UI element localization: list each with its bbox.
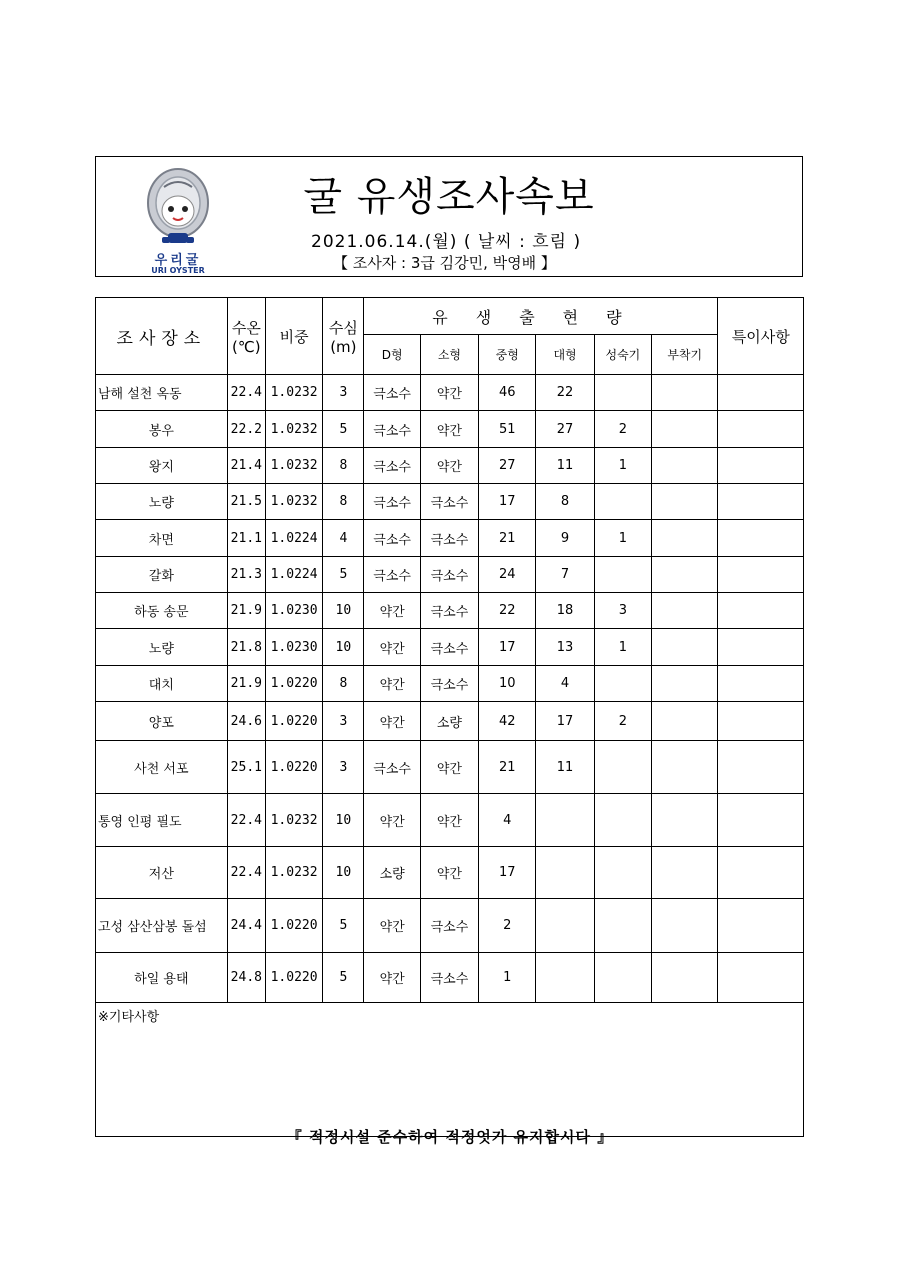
cell-large: 22 <box>536 375 594 411</box>
cell-attach <box>652 953 718 1003</box>
cell-medium: 42 <box>479 702 536 741</box>
col-d-type: D형 <box>364 335 420 375</box>
cell-gravity: 1.0232 <box>265 411 322 448</box>
cell-attach <box>652 484 718 520</box>
cell-location: 대치 <box>96 666 228 702</box>
table-row <box>96 702 804 741</box>
cell-d: 약간 <box>364 899 420 953</box>
cell-small: 약간 <box>420 375 478 411</box>
cell-depth: 3 <box>323 702 364 741</box>
cell-medium: 17 <box>479 847 536 899</box>
cell-medium: 22 <box>479 593 536 629</box>
cell-depth: 5 <box>323 557 364 593</box>
cell-d: 약간 <box>364 629 420 666</box>
cell-temp: 21.9 <box>227 666 265 702</box>
cell-remarks <box>718 953 804 1003</box>
cell-mature <box>594 557 651 593</box>
table-row <box>96 629 804 666</box>
cell-mature: 1 <box>594 629 651 666</box>
cell-attach <box>652 520 718 557</box>
cell-d: 극소수 <box>364 375 420 411</box>
cell-temp: 21.8 <box>227 629 265 666</box>
cell-attach <box>652 629 718 666</box>
cell-large: 8 <box>536 484 594 520</box>
cell-mature <box>594 953 651 1003</box>
cell-gravity: 1.0220 <box>265 953 322 1003</box>
cell-temp: 24.8 <box>227 953 265 1003</box>
cell-small: 약간 <box>420 411 478 448</box>
cell-attach <box>652 557 718 593</box>
cell-depth: 10 <box>323 593 364 629</box>
cell-large <box>536 953 594 1003</box>
cell-remarks <box>718 847 804 899</box>
cell-mature <box>594 484 651 520</box>
table-row <box>96 899 804 953</box>
cell-d: 약간 <box>364 794 420 847</box>
col-medium: 중형 <box>479 335 536 375</box>
cell-small: 극소수 <box>420 484 478 520</box>
cell-small: 극소수 <box>420 899 478 953</box>
cell-temp: 22.2 <box>227 411 265 448</box>
cell-location: 봉우 <box>96 411 228 448</box>
table-row <box>96 484 804 520</box>
cell-location: 사천 서포 <box>96 741 228 794</box>
cell-location: 차면 <box>96 520 228 557</box>
cell-small: 약간 <box>420 448 478 484</box>
cell-attach <box>652 702 718 741</box>
cell-large: 18 <box>536 593 594 629</box>
cell-d: 극소수 <box>364 448 420 484</box>
table-row <box>96 593 804 629</box>
cell-mature <box>594 375 651 411</box>
cell-attach <box>652 741 718 794</box>
cell-gravity: 1.0220 <box>265 741 322 794</box>
cell-large <box>536 899 594 953</box>
cell-temp: 21.1 <box>227 520 265 557</box>
col-attach: 부착기 <box>652 335 718 375</box>
report-date-weather: 2021.06.14.(월) ( 날씨 : 흐림 ) <box>311 232 582 252</box>
cell-depth: 8 <box>323 448 364 484</box>
cell-large: 27 <box>536 411 594 448</box>
cell-mature <box>594 666 651 702</box>
cell-depth: 5 <box>323 953 364 1003</box>
cell-location: 하동 송문 <box>96 593 228 629</box>
cell-temp: 24.4 <box>227 899 265 953</box>
col-mature: 성숙기 <box>594 335 651 375</box>
cell-temp: 24.6 <box>227 702 265 741</box>
cell-temp: 21.5 <box>227 484 265 520</box>
cell-gravity: 1.0232 <box>265 448 322 484</box>
table-row <box>96 375 804 411</box>
col-water-temp: 수온 (℃) <box>227 298 265 375</box>
cell-small: 소량 <box>420 702 478 741</box>
cell-attach <box>652 666 718 702</box>
cell-location: 통영 인평 필도 <box>96 794 228 847</box>
cell-d: 극소수 <box>364 741 420 794</box>
cell-location: 남해 설천 옥동 <box>96 375 228 411</box>
table-row <box>96 411 804 448</box>
cell-gravity: 1.0220 <box>265 899 322 953</box>
cell-medium: 46 <box>479 375 536 411</box>
cell-attach <box>652 899 718 953</box>
cell-gravity: 1.0232 <box>265 375 322 411</box>
cell-location: 노량 <box>96 484 228 520</box>
cell-attach <box>652 794 718 847</box>
cell-small: 극소수 <box>420 593 478 629</box>
cell-mature: 1 <box>594 520 651 557</box>
cell-gravity: 1.0230 <box>265 629 322 666</box>
cell-remarks <box>718 741 804 794</box>
cell-small: 약간 <box>420 847 478 899</box>
page-title: 굴 유생조사속보 <box>303 174 595 220</box>
cell-large: 4 <box>536 666 594 702</box>
cell-temp: 21.9 <box>227 593 265 629</box>
logo-subtext: URI OYSTER <box>151 266 205 275</box>
cell-location: 노량 <box>96 629 228 666</box>
cell-remarks <box>718 448 804 484</box>
cell-depth: 8 <box>323 484 364 520</box>
cell-small: 극소수 <box>420 953 478 1003</box>
cell-remarks <box>718 666 804 702</box>
cell-mature <box>594 794 651 847</box>
cell-medium: 4 <box>479 794 536 847</box>
larvae-survey-table <box>95 297 804 1137</box>
cell-mature: 1 <box>594 448 651 484</box>
cell-depth: 8 <box>323 666 364 702</box>
cell-mature: 3 <box>594 593 651 629</box>
cell-remarks <box>718 557 804 593</box>
cell-depth: 10 <box>323 629 364 666</box>
cell-small: 극소수 <box>420 557 478 593</box>
cell-remarks <box>718 593 804 629</box>
cell-medium: 17 <box>479 484 536 520</box>
cell-depth: 5 <box>323 899 364 953</box>
table-row <box>96 557 804 593</box>
cell-temp: 21.4 <box>227 448 265 484</box>
cell-attach <box>652 593 718 629</box>
cell-attach <box>652 375 718 411</box>
cell-small: 약간 <box>420 794 478 847</box>
cell-gravity: 1.0230 <box>265 593 322 629</box>
cell-depth: 5 <box>323 411 364 448</box>
cell-location: 저산 <box>96 847 228 899</box>
cell-large <box>536 794 594 847</box>
cell-d: 약간 <box>364 953 420 1003</box>
logo-text: 우리굴 <box>154 253 202 268</box>
cell-mature <box>594 741 651 794</box>
cell-remarks <box>718 375 804 411</box>
cell-d: 극소수 <box>364 411 420 448</box>
other-notes <box>96 1003 804 1137</box>
cell-medium: 2 <box>479 899 536 953</box>
cell-large: 11 <box>536 741 594 794</box>
table-row <box>96 741 804 794</box>
cell-large: 13 <box>536 629 594 666</box>
cell-small: 극소수 <box>420 520 478 557</box>
cell-large: 17 <box>536 702 594 741</box>
cell-gravity: 1.0232 <box>265 794 322 847</box>
cell-depth: 10 <box>323 847 364 899</box>
table-row <box>96 448 804 484</box>
cell-location: 왕지 <box>96 448 228 484</box>
cell-medium: 27 <box>479 448 536 484</box>
cell-d: 약간 <box>364 702 420 741</box>
cell-remarks <box>718 794 804 847</box>
cell-temp: 22.4 <box>227 375 265 411</box>
table-row <box>96 794 804 847</box>
cell-attach <box>652 847 718 899</box>
table-row <box>96 520 804 557</box>
cell-medium: 10 <box>479 666 536 702</box>
col-larvae-group: 유생출현량 <box>364 298 718 335</box>
cell-d: 소량 <box>364 847 420 899</box>
cell-depth: 3 <box>323 741 364 794</box>
col-remarks: 특이사항 <box>718 298 804 375</box>
cell-remarks <box>718 520 804 557</box>
cell-gravity: 1.0220 <box>265 702 322 741</box>
cell-attach <box>652 411 718 448</box>
cell-d: 극소수 <box>364 484 420 520</box>
cell-location: 고성 삼산삼봉 돌섬 <box>96 899 228 953</box>
cell-temp: 25.1 <box>227 741 265 794</box>
cell-medium: 17 <box>479 629 536 666</box>
cell-medium: 21 <box>479 741 536 794</box>
report-header <box>95 156 803 277</box>
cell-depth: 3 <box>323 375 364 411</box>
cell-gravity: 1.0224 <box>265 520 322 557</box>
cell-gravity: 1.0232 <box>265 484 322 520</box>
cell-depth: 10 <box>323 794 364 847</box>
cell-mature <box>594 899 651 953</box>
table-row <box>96 847 804 899</box>
cell-gravity: 1.0224 <box>265 557 322 593</box>
cell-medium: 1 <box>479 953 536 1003</box>
cell-remarks <box>718 899 804 953</box>
cell-gravity: 1.0232 <box>265 847 322 899</box>
cell-mature: 2 <box>594 411 651 448</box>
cell-remarks <box>718 411 804 448</box>
cell-large: 9 <box>536 520 594 557</box>
cell-large: 7 <box>536 557 594 593</box>
cell-d: 극소수 <box>364 520 420 557</box>
cell-depth: 4 <box>323 520 364 557</box>
cell-remarks <box>718 629 804 666</box>
col-large: 대형 <box>536 335 594 375</box>
cell-attach <box>652 448 718 484</box>
cell-small: 약간 <box>420 741 478 794</box>
cell-temp: 22.4 <box>227 794 265 847</box>
cell-d: 약간 <box>364 666 420 702</box>
cell-location: 하일 용태 <box>96 953 228 1003</box>
cell-medium: 51 <box>479 411 536 448</box>
table-row <box>96 953 804 1003</box>
col-depth: 수심 (m) <box>323 298 364 375</box>
cell-large <box>536 847 594 899</box>
cell-gravity: 1.0220 <box>265 666 322 702</box>
cell-location: 양포 <box>96 702 228 741</box>
col-specific-gravity: 비중 <box>265 298 322 375</box>
cell-temp: 22.4 <box>227 847 265 899</box>
cell-large: 11 <box>536 448 594 484</box>
cell-medium: 24 <box>479 557 536 593</box>
cell-mature <box>594 847 651 899</box>
cell-small: 극소수 <box>420 666 478 702</box>
cell-remarks <box>718 484 804 520</box>
cell-location: 갈화 <box>96 557 228 593</box>
cell-small: 극소수 <box>420 629 478 666</box>
col-small: 소형 <box>420 335 478 375</box>
cell-d: 극소수 <box>364 557 420 593</box>
cell-remarks <box>718 702 804 741</box>
col-location: 조사장소 <box>96 298 228 375</box>
cell-temp: 21.3 <box>227 557 265 593</box>
cell-mature: 2 <box>594 702 651 741</box>
other-notes-label: ※기타사항 <box>98 1010 160 1025</box>
footer-slogan: 『 적정시설 준수하여 적정엇가 유지합시다 』 <box>286 1128 614 1146</box>
table-row <box>96 666 804 702</box>
surveyor-line: 【 조사자 : 3급 김강민, 박영배 】 <box>333 254 556 272</box>
cell-d: 약간 <box>364 593 420 629</box>
cell-medium: 21 <box>479 520 536 557</box>
